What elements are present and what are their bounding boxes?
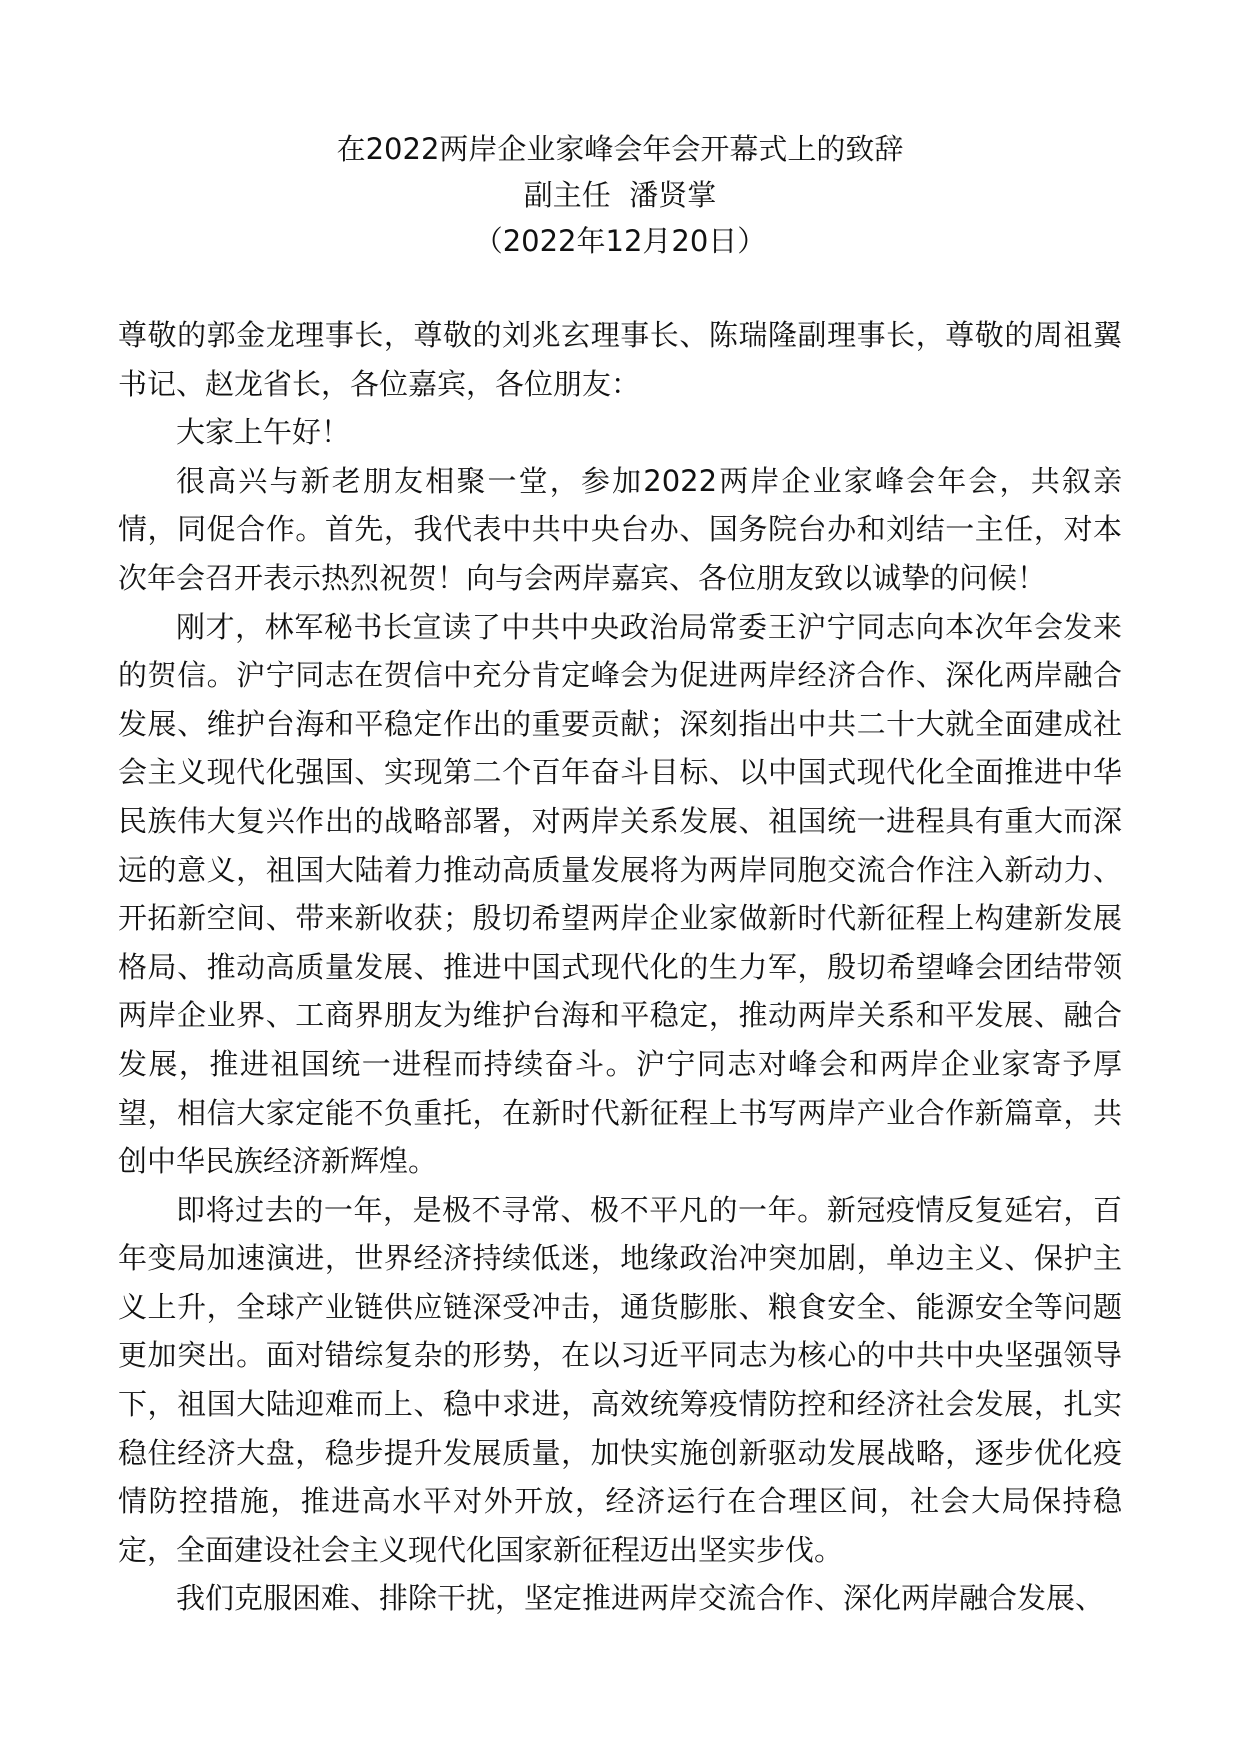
paragraph-line: 定，全面建设社会主义现代化国家新征程迈出坚实步伐。 (118, 1532, 844, 1567)
paragraph-line: 创中华民族经济新辉煌。 (118, 1144, 438, 1179)
paragraph (118, 1186, 1122, 1575)
speech-date: （2022年12月20日） (473, 224, 767, 258)
paragraph-line: 我们克服困难、排除干扰，坚定推进两岸交流合作、深化两岸融合发展、 (176, 1581, 1105, 1616)
paragraph-line: 开拓新空间、带来新收获；殷切希望两岸企业家做新时代新征程上构建新发展 (118, 901, 1122, 936)
paragraph-line: 发展，推进祖国统一进程而持续奋斗。沪宁同志对峰会和两岸企业家寄予厚 (118, 1046, 1122, 1081)
paragraph-line: 格局、推动高质量发展、推进中国式现代化的生力军，殷切希望峰会团结带领 (118, 949, 1122, 984)
paragraph-line: 两岸企业界、工商界朋友为维护台海和平稳定，推动两岸关系和平发展、融合 (118, 998, 1122, 1033)
paragraph-line: 刚才，林军秘书长宣读了中共中央政治局常委王沪宁同志向本次年会发来 (176, 609, 1122, 644)
paragraph-line: 会主义现代化强国、实现第二个百年奋斗目标、以中国式现代化全面推进中华 (118, 755, 1122, 790)
speech-body (118, 311, 1122, 1623)
document-header (0, 126, 1240, 264)
paragraph-line: 情防控措施，推进高水平对外开放，经济运行在合理区间，社会大局保持稳 (118, 1484, 1122, 1519)
paragraph-line: 大家上午好！ (176, 415, 351, 450)
paragraph-line: 更加突出。面对错综复杂的形势，在以习近平同志为核心的中共中央坚强领导 (118, 1338, 1122, 1373)
paragraph-line: 很高兴与新老朋友相聚一堂，参加2022两岸企业家峰会年会，共叙亲 (176, 463, 1122, 498)
paragraph-line: 年变局加速演进，世界经济持续低迷，地缘政治冲突加剧，单边主义、保护主 (118, 1241, 1122, 1276)
document-title: 在2022两岸企业家峰会年会开幕式上的致辞 (336, 132, 904, 166)
paragraph-line: 次年会召开表示热烈祝贺！向与会两岸嘉宾、各位朋友致以诚挚的问候！ (118, 560, 1047, 595)
paragraph (118, 457, 1122, 603)
paragraph-line: 望，相信大家定能不负重托，在新时代新征程上书写两岸产业合作新篇章，共 (118, 1095, 1122, 1130)
paragraph-line: 民族伟大复兴作出的战略部署，对两岸关系发展、祖国统一进程具有重大而深 (118, 803, 1122, 838)
paragraph-line: 的贺信。沪宁同志在贺信中充分肯定峰会为促进两岸经济合作、深化两岸融合 (118, 658, 1122, 693)
paragraph (118, 311, 1122, 408)
paragraph (118, 408, 1122, 457)
paragraph (118, 603, 1122, 1186)
paragraph-line: 远的意义，祖国大陆着力推动高质量发展将为两岸同胞交流合作注入新动力、 (118, 852, 1122, 887)
paragraph-line: 发展、维护台海和平稳定作出的重要贡献；深刻指出中共二十大就全面建成社 (118, 706, 1122, 741)
paragraph-line: 稳住经济大盘，稳步提升发展质量，加快实施创新驱动发展战略，逐步优化疫 (118, 1435, 1122, 1470)
paragraph-line: 即将过去的一年，是极不寻常、极不平凡的一年。新冠疫情反复延宕，百 (176, 1192, 1122, 1227)
paragraph-line: 尊敬的郭金龙理事长，尊敬的刘兆玄理事长、陈瑞隆副理事长，尊敬的周祖翼 (118, 318, 1122, 352)
paragraph-line: 情，同促合作。首先，我代表中共中央台办、国务院台办和刘结一主任，对本 (118, 512, 1122, 547)
paragraph-line: 义上升，全球产业链供应链深受冲击，通货膨胀、粮食安全、能源安全等问题 (118, 1289, 1122, 1324)
paragraph-line: 书记、赵龙省长，各位嘉宾，各位朋友： (118, 366, 641, 401)
paragraph (118, 1574, 1122, 1623)
speaker-line: 副主任 潘贤掌 (523, 178, 717, 212)
paragraph-line: 下，祖国大陆迎难而上、稳中求进，高效统筹疫情防控和经济社会发展，扎实 (118, 1387, 1122, 1422)
